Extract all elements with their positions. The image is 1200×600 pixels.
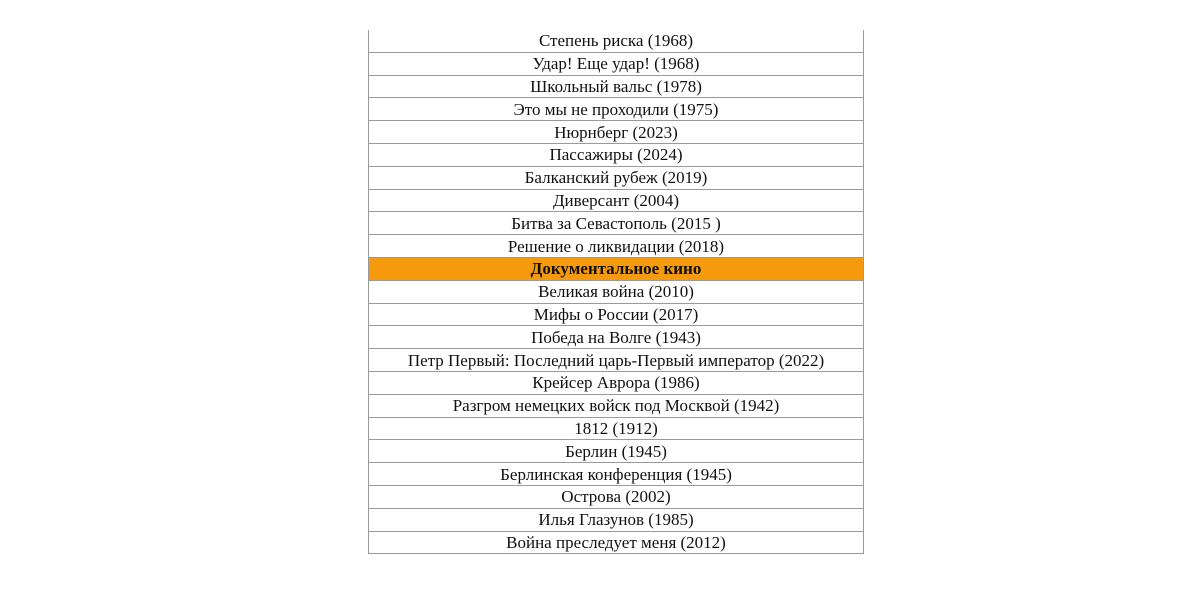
film-title-cell: Петр Первый: Последний царь-Первый император (2022) xyxy=(369,349,864,372)
table-row xyxy=(369,371,864,394)
table-row xyxy=(369,121,864,144)
film-title-cell: Битва за Севастополь (2015 ) xyxy=(369,212,864,235)
film-title-cell: Диверсант (2004) xyxy=(369,189,864,212)
film-title-cell: Крейсер Аврора (1986) xyxy=(369,371,864,394)
table-row xyxy=(369,440,864,463)
film-title-cell: Это мы не проходили (1975) xyxy=(369,98,864,121)
table-row xyxy=(369,531,864,554)
film-title-cell: Пассажиры (2024) xyxy=(369,143,864,166)
table-row xyxy=(369,235,864,258)
table-row xyxy=(369,417,864,440)
film-title-cell: Удар! Еще удар! (1968) xyxy=(369,52,864,75)
table-row xyxy=(369,303,864,326)
table-row xyxy=(369,52,864,75)
film-title-cell: Острова (2002) xyxy=(369,485,864,508)
film-title-cell: Победа на Волге (1943) xyxy=(369,326,864,349)
film-title-cell: Война преследует меня (2012) xyxy=(369,531,864,554)
table-row xyxy=(369,75,864,98)
film-title-cell: Илья Глазунов (1985) xyxy=(369,508,864,531)
table-row xyxy=(369,463,864,486)
table-row xyxy=(369,508,864,531)
film-title-cell: Берлин (1945) xyxy=(369,440,864,463)
table-row xyxy=(369,143,864,166)
film-title-cell: Балканский рубеж (2019) xyxy=(369,166,864,189)
section-header-documentary: Документальное кино xyxy=(369,257,864,280)
film-list-table xyxy=(368,30,864,554)
table-row xyxy=(369,485,864,508)
table-row xyxy=(369,189,864,212)
film-title-cell: Мифы о России (2017) xyxy=(369,303,864,326)
film-title-cell: Степень риска (1968) xyxy=(369,30,864,52)
table-row xyxy=(369,349,864,372)
table-row xyxy=(369,394,864,417)
section-header-row xyxy=(369,257,864,280)
table-row xyxy=(369,280,864,303)
table-row xyxy=(369,166,864,189)
film-title-cell: Разгром немецких войск под Москвой (1942) xyxy=(369,394,864,417)
table-row xyxy=(369,326,864,349)
table-row xyxy=(369,98,864,121)
film-title-cell: Великая война (2010) xyxy=(369,280,864,303)
film-title-cell: Школьный вальс (1978) xyxy=(369,75,864,98)
film-title-cell: Решение о ликвидации (2018) xyxy=(369,235,864,258)
film-title-cell: Нюрнберг (2023) xyxy=(369,121,864,144)
film-title-cell: Берлинская конференция (1945) xyxy=(369,463,864,486)
table-row xyxy=(369,30,864,52)
film-title-cell: 1812 (1912) xyxy=(369,417,864,440)
table-row xyxy=(369,212,864,235)
